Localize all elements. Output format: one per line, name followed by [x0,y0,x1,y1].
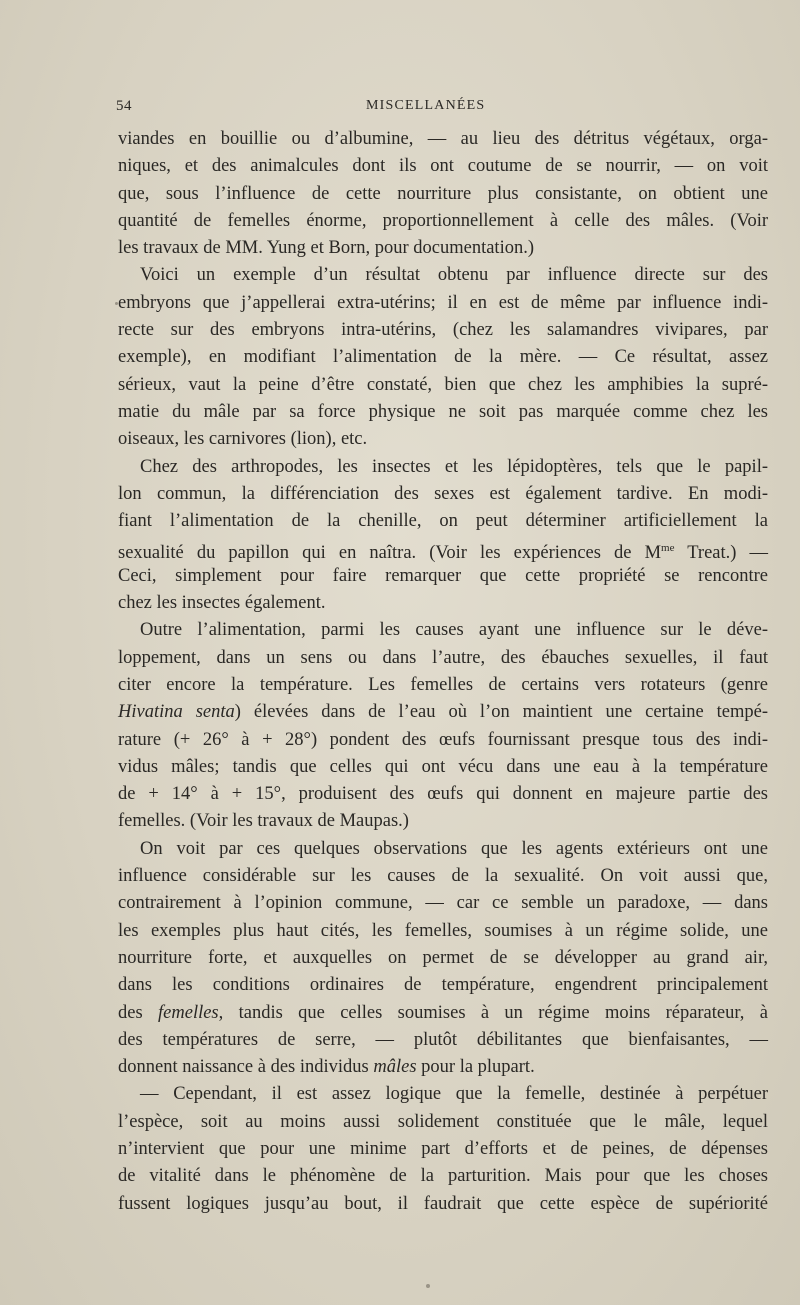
text-line: sexualité du papillon qui en naîtra. (Voir les expériences de $M^{me}$ Treat.) — [118,542,768,564]
text-line: fiant l’alimentation de la chenille, on peut déterminer artificiellement la [118,511,768,532]
text-line: contrairement à l’opinion commune, — car ce semble un paradoxe, — dans [118,893,768,914]
text-line: citer encore la température. Les femelles de certains vers rotateurs (genre [118,674,768,695]
italic-term: Hivatina senta [118,702,235,723]
text-line: matie du mâle par sa force physique ne soit pas marquée comme chez les [118,401,768,422]
text-line: oiseaux, les carnivores (lion), etc. [118,429,368,450]
text-line: exemple), en modifiant l’alimentation de la mère. — Ce résultat, assez [118,347,768,368]
text-line: de + 14° à + 15°, produisent des œufs qui donnent en majeure partie des [118,784,768,805]
paper-speck [115,302,118,305]
text-line: viandes en bouillie ou d’albumine, — au lieu des détritus végétaux, orga- [118,129,768,149]
text-line: niques, et des animalcules dont ils ont coutume de se nourrir, — on voit [118,156,768,177]
text-line: Chez des arthropodes, les insectes et les lépidoptères, tels que le papil- [140,456,768,477]
italic-term: femelles [158,1002,219,1023]
text-line: sérieux, vaut la peine d’être constaté, bien que chez les amphibies la supré- [118,374,768,395]
text-line: lon commun, la différenciation des sexes est également tardive. En modi- [118,483,768,504]
text-line: Outre l’alimentation, parmi les causes ayant une influence sur le déve- [140,620,768,641]
text-line: donnent naissance à des individus mâles pour la plupart. [118,1057,535,1078]
text-line: n’intervient que pour une minime part d’efforts et de peines, de dépenses [118,1138,768,1159]
text-line: des températures de serre, — plutôt débilitantes que bienfaisantes, — [118,1029,768,1050]
text-line: Hivatina senta) élevées dans de l’eau où l’on maintient une certaine tempé- [118,702,768,723]
paper-speck [426,1284,430,1288]
text-line: l’espèce, soit au moins aussi solidement constituée que le mâle, lequel [118,1111,768,1132]
text-line: dans les conditions ordinaires de température, engendrent principalement [118,975,768,996]
text-line: que, sous l’influence de cette nourriture plus consistante, on obtient une [118,183,768,204]
body-text [118,126,768,1218]
text-line: nourriture forte, et auxquelles on permet de se développer au grand air, [118,947,768,968]
text-line: des femelles, tandis que celles soumises à un régime moins réparateur, à [118,1002,768,1023]
text-line: vidus mâles; tandis que celles qui ont vécu dans une eau à la température [118,756,768,777]
text-line: Ceci, simplement pour faire remarquer que cette propriété se rencontre [118,565,768,586]
text-line: — Cependant, il est assez logique que la femelle, destinée à perpétuer [140,1084,768,1105]
text-line: embryons que j’appellerai extra-utérins; il en est de même par influence indi- [118,292,768,313]
text-line: recte sur des embryons intra-utérins, (chez les salamandres vivipares, par [118,320,768,341]
text-line: fussent logiques jusqu’au bout, il faudrait que cette espèce de supériorité [118,1193,768,1214]
text-line: influence considérable sur les causes de la sexualité. On voit aussi que, [118,866,768,887]
text-line: les travaux de MM. Yung et Born, pour documentation.) [118,238,534,259]
text-line: On voit par ces quelques observations que les agents extérieurs ont une [140,838,768,859]
text-line: chez les insectes également. [118,593,326,614]
text-line: les exemples plus haut cités, les femelles, soumises à un régime solide, une [118,920,768,941]
text-line: loppement, dans un sens ou dans l’autre, des ébauches sexuelles, il faut [118,647,768,668]
text-line: quantité de femelles énorme, proportionnellement à celle des mâles. (Voir [118,210,768,231]
italic-term: mâles [373,1057,417,1078]
running-title: MISCELLANÉES [366,98,486,113]
text-line: rature (+ 26° à + 28°) pondent des œufs fournissant presque tous des indi- [118,729,768,750]
text-line: Voici un exemple d’un résultat obtenu par influence directe sur des [140,265,768,286]
page-header [116,98,768,118]
text-line: de vitalité dans le phénomène de la parturition. Mais pour que les choses [118,1166,768,1187]
page-number: 54 [116,98,132,114]
text-line: femelles. (Voir les travaux de Maupas.) [118,811,409,832]
